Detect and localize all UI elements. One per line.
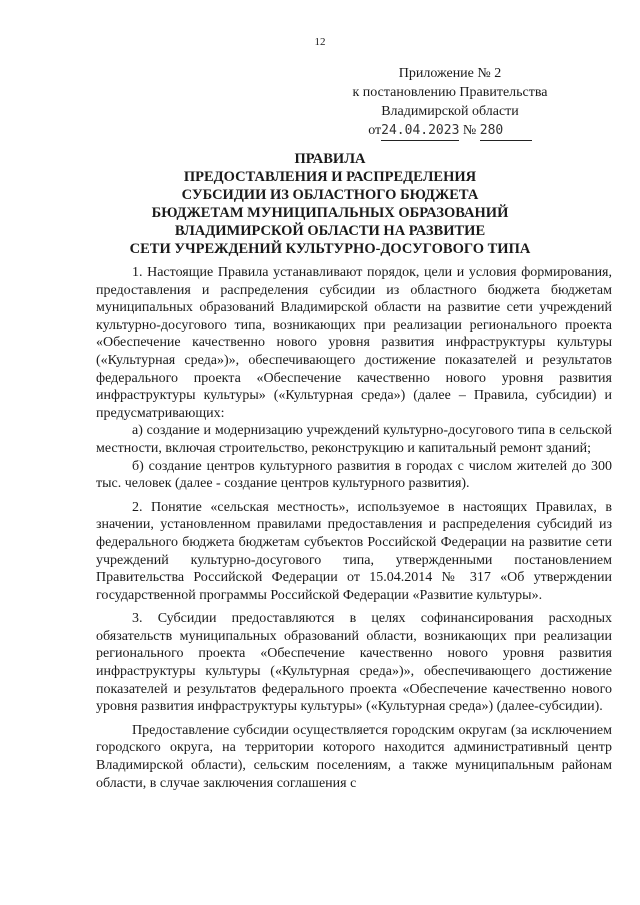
paragraph-3: 3. Субсидии предоставляются в целях софинансирования расходных обязательств муниципальных образований области, возникающих при реализации регионального проекта «Обеспечение качественно нового уровня развития инфраструктуры культуры («Культурная среда»)», обеспечивающего достижение показателей и результатов федерального проекта «Обеспечение качественно нового уровня развития инфраструктуры культуры» («Культурная среда») (далее-субсидии). <box>96 611 612 715</box>
appendix-region: Владимирской области <box>381 104 519 119</box>
paragraph-2: 2. Понятие «сельская местность», используемое в настоящих Правилах, в значении, установленном правилами предоставления и распределения субсидий из федерального бюджета бюджетам субъектов Российской Федерации на развитие сети учреждений культурно-досугового типа, утвержденными постановлением Правительства Российской Федерации от 15.04.2014 № 317 «Об утверждении государственной программы Российской Федерации «Развитие культуры». <box>96 499 612 603</box>
appendix-reference: к постановлению Правительства <box>352 85 548 100</box>
order-prefix: от <box>368 123 382 138</box>
page-number: 12 <box>314 36 326 48</box>
paragraph-1: 1. Настоящие Правила устанавливают порядок, цели и условия формирования, предоставления и распределения субсидии из областного бюджета бюджетам муниципальных образований Владимирской области на развитие сети учреждений культурно-досугового типа, возникающих при реализации регионального проекта «Обеспечение качественно нового уровня развития инфраструктуры культуры («Культурная среда»)», обеспечивающего достижение показателей и результатов федерального проекта «Обеспечение качественно нового уровня развития инфраструктуры культуры» («Культурная среда») (далее – Правила, субсидии) и предусматривающих: <box>96 265 612 421</box>
paragraph-1a: а) создание и модернизацию учреждений культурно-досугового типа в сельской местности, включая строительство, реконструкцию и капитальный ремонт зданий; <box>96 423 612 456</box>
order-date: 24.04.2023 <box>381 123 460 138</box>
order-line <box>368 121 532 141</box>
appendix-block <box>300 64 600 141</box>
paragraph-1b: б) создание центров культурного развития в городах с числом жителей до 300 тыс. человек (далее - создание центров культурного развития). <box>96 458 612 492</box>
title-line: ПРАВИЛА <box>294 151 366 167</box>
title-line: СЕТИ УЧРЕЖДЕНИЙ КУЛЬТУРНО-ДОСУГОВОГО ТИПА <box>129 241 531 257</box>
paragraph-3-continued: Предоставление субсидии осуществляется городским округам (за исключением городского округа, на территории которого находится административный центр Владимирской области), сельским поселениям, а также муниципальным районам области, в случае заключения соглашения с <box>96 722 612 791</box>
title-line: БЮДЖЕТАМ МУНИЦИПАЛЬНЫХ ОБРАЗОВАНИЙ <box>151 205 509 221</box>
title-line: ПРЕДОСТАВЛЕНИЯ И РАСПРЕДЕЛЕНИЯ <box>183 169 477 185</box>
title-line: ВЛАДИМИРСКОЙ ОБЛАСТИ НА РАЗВИТИЕ <box>174 223 486 239</box>
title-line: СУБСИДИИ ИЗ ОБЛАСТНОГО БЮДЖЕТА <box>181 187 479 203</box>
order-number: 280 <box>479 123 504 138</box>
document-title <box>60 150 600 258</box>
order-number-label: № <box>462 123 477 138</box>
document-body <box>96 264 612 792</box>
appendix-title: Приложение № 2 <box>398 66 502 81</box>
